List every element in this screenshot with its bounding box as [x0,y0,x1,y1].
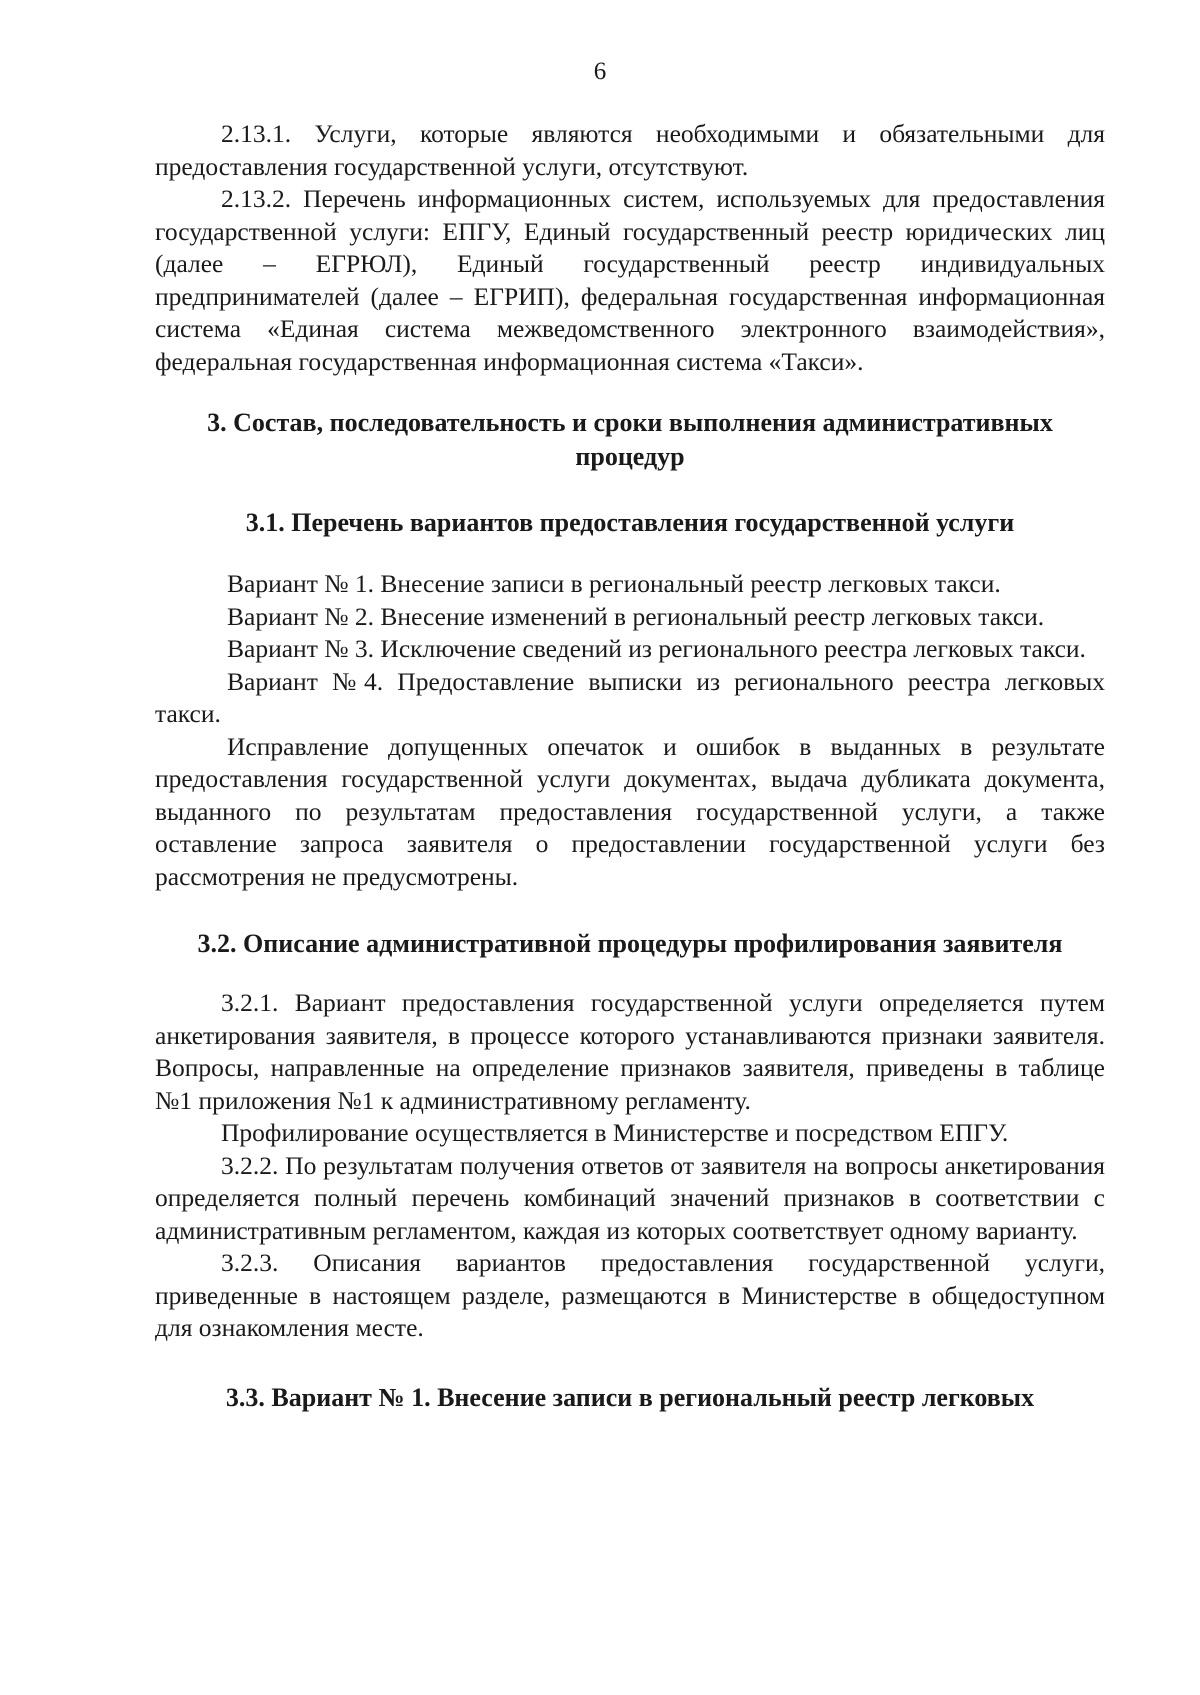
profiling-paragraph: Профилирование осуществляется в Министерстве и посредством ЕПГУ. [221,1118,1009,1147]
paragraph-3-2-3: 3.2.3. Описания вариантов предоставления государственной услуги, приведенные в настоящем разделе, размещаются в Министерстве в общедоступном для ознакомления месте. [155,1248,1105,1342]
section-3-3-heading: 3.3. Вариант № 1. Внесение записи в региональный реестр легковых [225,1382,1035,1412]
paragraph-2-13-2: 2.13.2. Перечень информационных систем, используемых для предоставления государственной услуги: ЕПГУ, Единый государственный реестр юридических лиц (далее – ЕГРЮЛ), Единый государственный реестр индивидуальных предпринимателей (далее – ЕГРИП), федеральная государственная информационная система «Единая система межведомственного электронного взаимодействия», федеральная государственная информационная система «Такси». [155,184,1105,376]
variant-2-item: Вариант № 2. Внесение изменений в региональный реестр легковых такси. [227,601,1045,631]
variant-3-item: Вариант № 3. Исключение сведений из регионального реестра легковых такси. [227,634,1086,663]
paragraph-2-13-1: 2.13.1. Услуги, которые являются необходимыми и обязательными для предоставления государственной услуги, отсутствуют. [155,119,1105,181]
document-body [155,118,1105,1415]
page-number: 6 [593,58,607,85]
corrections-paragraph: Исправление допущенных опечаток и ошибок в выданных в результате предоставления государственной услуги документах, выдача дубликата документа, выданного по результатам предоставления государственной услуги, а также оставление запроса заявителя о предоставлении государственной услуги без рассмотрения не предусмотрены. [155,731,1105,891]
section-3-1-heading: 3.1. Перечень вариантов предоставления государственной услуги [245,508,1015,537]
variant-1-item: Вариант № 1. Внесение записи в региональный реестр легковых такси. [227,569,1001,598]
paragraph-3-2-2: 3.2.2. По результатам получения ответов от заявителя на вопросы анкетирования определяется полный перечень комбинаций значений признаков в соответствии с административным регламентом, каждая из которых соответствует одному варианту. [155,1150,1105,1245]
section-3-heading: 3. Состав, последовательность и сроки выполнения административных процедур [207,408,1053,471]
section-3-2-heading: 3.2. Описание административной процедуры профилирования заявителя [197,929,1063,958]
paragraph-3-2-1: 3.2.1. Вариант предоставления государственной услуги определяется путем анкетирования заявителя, в процессе которого устанавливаются признаки заявителя. Вопросы, направленные на определение признаков заявителя, приведены в таблице №1 приложения №1 к административному регламенту. [155,988,1105,1115]
variant-4-item: Вариант №4. Предоставление выписки из регионального реестра легковых такси. [155,666,1105,728]
